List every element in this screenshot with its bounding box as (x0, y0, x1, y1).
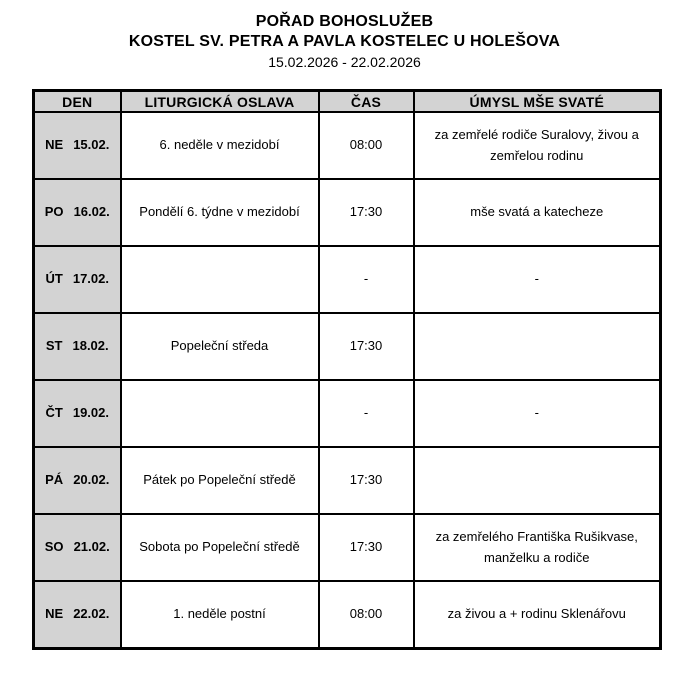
day-cell (34, 313, 121, 380)
time-cell: 17:30 (319, 313, 414, 380)
day-date: 20.02. (73, 472, 110, 488)
table-row (34, 246, 661, 313)
day-date: 15.02. (73, 137, 110, 153)
time-cell: 17:30 (319, 179, 414, 246)
day-cell (34, 112, 121, 179)
day-date: 21.02. (73, 539, 110, 555)
table-row (34, 380, 661, 447)
day-date: 19.02. (72, 405, 109, 421)
celebration-cell (121, 380, 319, 447)
day-abbrev: SO (44, 539, 64, 555)
table-header-row (34, 91, 661, 113)
celebration-cell: 1. neděle postní (121, 581, 319, 648)
column-header-day: DEN (34, 91, 121, 113)
day-abbrev: PÁ (45, 472, 64, 488)
intention-cell (414, 313, 661, 380)
day-abbrev: NE (45, 137, 64, 153)
church-subtitle: KOSTEL SV. PETRA A PAVLA KOSTELEC U HOLEŠOVA (128, 33, 561, 50)
date-range: 15.02.2026 - 22.02.2026 (268, 54, 421, 70)
celebration-cell: Sobota po Popeleční středě (121, 514, 319, 581)
day-cell (34, 514, 121, 581)
day-abbrev: ČT (45, 405, 63, 421)
celebration-cell: Popeleční středa (121, 313, 319, 380)
time-cell: 17:30 (319, 514, 414, 581)
day-cell (34, 581, 121, 648)
time-cell: 08:00 (319, 581, 414, 648)
intention-cell: - (414, 380, 661, 447)
celebration-cell (121, 246, 319, 313)
intention-cell: - (414, 246, 661, 313)
day-abbrev: ST (45, 338, 63, 354)
intention-cell: za zemřelého Františka Rušikvase, manželku a rodiče (414, 514, 661, 581)
intention-cell: mše svatá a katecheze (414, 179, 661, 246)
intention-cell: za živou a + rodinu Sklenářovu (414, 581, 661, 648)
celebration-cell: Pátek po Popeleční středě (121, 447, 319, 514)
day-date: 18.02. (72, 338, 109, 354)
celebration-cell: 6. neděle v mezidobí (121, 112, 319, 179)
day-cell (34, 380, 121, 447)
table-row (34, 112, 661, 179)
table-row (34, 313, 661, 380)
day-cell (34, 179, 121, 246)
day-abbrev: NE (45, 606, 64, 622)
table-row (34, 447, 661, 514)
table-row (34, 581, 661, 648)
table-row (34, 179, 661, 246)
time-cell: 08:00 (319, 112, 414, 179)
page-title: POŘAD BOHOSLUŽEB (255, 13, 434, 30)
day-date: 16.02. (73, 204, 110, 220)
table-row (34, 514, 661, 581)
intention-cell (414, 447, 661, 514)
day-date: 22.02. (73, 606, 110, 622)
day-abbrev: ÚT (45, 271, 63, 287)
column-header-intention: ÚMYSL MŠE SVATÉ (414, 91, 661, 113)
schedule-table (32, 89, 662, 650)
time-cell: - (319, 246, 414, 313)
column-header-celebration: LITURGICKÁ OSLAVA (121, 91, 319, 113)
celebration-cell: Pondělí 6. týdne v mezidobí (121, 179, 319, 246)
day-cell (34, 447, 121, 514)
time-cell: - (319, 380, 414, 447)
day-date: 17.02. (72, 271, 109, 287)
schedule-body (34, 112, 661, 648)
time-cell: 17:30 (319, 447, 414, 514)
day-cell (34, 246, 121, 313)
day-abbrev: PO (44, 204, 64, 220)
column-header-time: ČAS (319, 91, 414, 113)
document-header (0, 0, 689, 72)
intention-cell: za zemřelé rodiče Suralovy, živou a zemřelou rodinu (414, 112, 661, 179)
